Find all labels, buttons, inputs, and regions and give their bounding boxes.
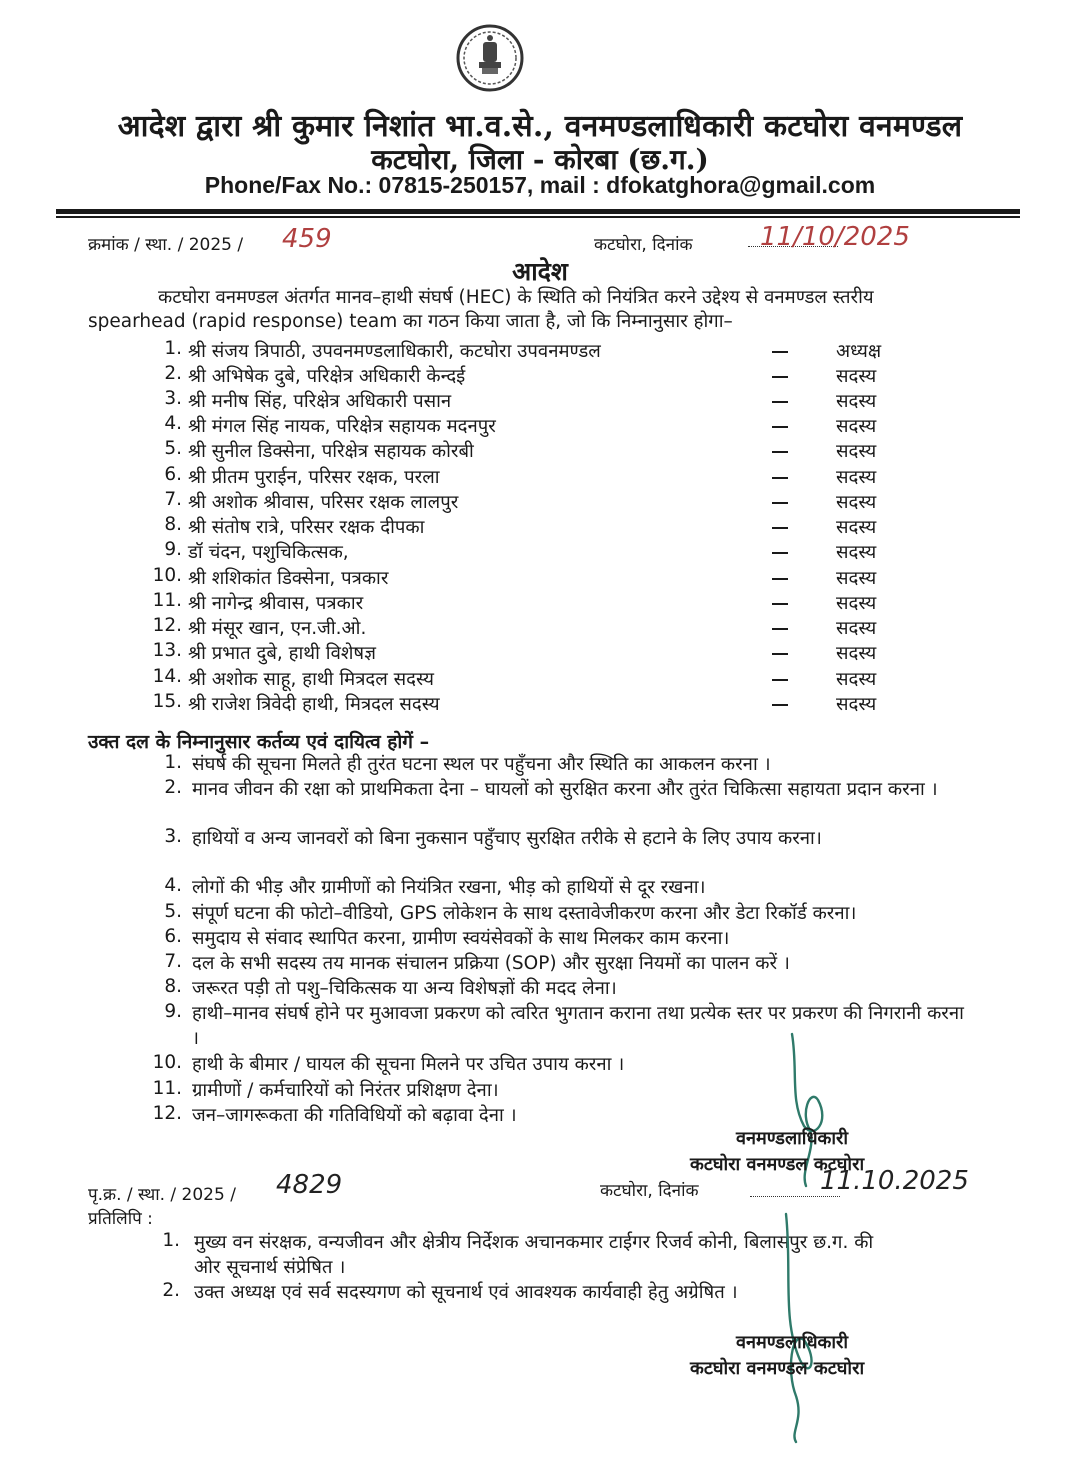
dash bbox=[772, 426, 788, 428]
dash bbox=[772, 628, 788, 630]
dash bbox=[772, 451, 788, 453]
member-name: श्री नागेन्द्र श्रीवास, पत्रकार bbox=[188, 593, 364, 614]
order-ref-number: 459 bbox=[282, 224, 332, 254]
dash bbox=[772, 376, 788, 378]
header-address-line: कटघोरा, जिला - कोरबा (छ.ग.) bbox=[371, 143, 709, 176]
duty-text: हाथी–मानव संघर्ष होने पर मुआवजा प्रकरण को त्वरित भुगतान कराना तथा प्रत्येक स्तर पर प्रकरण की निगरानी करना । bbox=[192, 1003, 964, 1049]
member-role: सदस्य bbox=[836, 643, 877, 664]
member-name: श्री अशोक श्रीवास, परिसर रक्षक लालपुर bbox=[188, 492, 459, 513]
member-name: श्री संतोष रात्रे, परिसर रक्षक दीपका bbox=[188, 517, 425, 538]
member-row bbox=[0, 590, 1080, 615]
signature1-place: कटघोरा वनमण्डल कटघोरा bbox=[690, 1154, 865, 1175]
member-name: श्री प्रभात दुबे, हाथी विशेषज्ञ bbox=[188, 643, 376, 664]
dash bbox=[772, 502, 788, 504]
copy-place-date-label: कटघोरा, दिनांक bbox=[600, 1181, 699, 1201]
member-number: 14. bbox=[152, 666, 182, 687]
member-number: 10. bbox=[152, 565, 182, 586]
signature1-title: वनमण्डलाधिकारी bbox=[736, 1128, 849, 1149]
member-name: श्री राजेश त्रिवेदी हाथी, मित्रदल सदस्य bbox=[188, 694, 440, 715]
state-emblem-icon bbox=[454, 20, 526, 104]
copy-text: मुख्य वन संरक्षक, वन्यजीवन और क्षेत्रीय निर्देशक अचानकमार टाईगर रिजर्व कोनी, बिलासपुर छ.ग. की ओर सूचनार्थ संप्रेषित । bbox=[194, 1232, 874, 1278]
member-row bbox=[0, 464, 1080, 489]
copy-date: 11.10.2025 bbox=[820, 1166, 969, 1196]
member-role: सदस्य bbox=[836, 441, 877, 462]
signature-scribble-2 bbox=[760, 1210, 840, 1445]
duty-text: समुदाय से संवाद स्थापित करना, ग्रामीण स्वयंसेवकों के साथ मिलकर काम करना। bbox=[192, 928, 730, 949]
member-row bbox=[0, 691, 1080, 716]
member-name: डॉ चंदन, पशुचिकित्सक, bbox=[188, 542, 349, 563]
member-row bbox=[0, 539, 1080, 564]
duty-number: 5. bbox=[164, 901, 182, 922]
member-number: 6. bbox=[164, 464, 182, 485]
member-name: श्री मनीष सिंह, परिक्षेत्र अधिकारी पसान bbox=[188, 391, 452, 412]
duty-text: लोगों की भीड़ और ग्रामीणों को नियंत्रित रखना, भीड़ को हाथियों से दूर रखना। bbox=[192, 877, 706, 898]
member-number: 2. bbox=[164, 363, 182, 384]
member-row bbox=[0, 666, 1080, 691]
member-name: श्री मंसूर खान, एन.जी.ओ. bbox=[188, 618, 367, 639]
member-role: सदस्य bbox=[836, 416, 877, 437]
member-number: 13. bbox=[152, 640, 182, 661]
order-ref-label: क्रमांक / स्था. / 2025 / bbox=[88, 235, 244, 255]
duty-number: 9. bbox=[164, 1001, 182, 1022]
member-row bbox=[0, 489, 1080, 514]
member-name: श्री शशिकांत डिक्सेना, पत्रकार bbox=[188, 568, 389, 589]
copy-heading: प्रतिलिपि : bbox=[88, 1209, 153, 1229]
dash bbox=[772, 653, 788, 655]
signature2-title: वनमण्डलाधिकारी bbox=[736, 1332, 849, 1353]
member-role: सदस्य bbox=[836, 568, 877, 589]
date-dotted-line-2 bbox=[750, 1196, 840, 1197]
member-row bbox=[0, 565, 1080, 590]
duty-number: 6. bbox=[164, 926, 182, 947]
member-number: 7. bbox=[164, 489, 182, 510]
member-role: सदस्य bbox=[836, 618, 877, 639]
member-role: सदस्य bbox=[836, 391, 877, 412]
dash bbox=[772, 527, 788, 529]
duty-text: ग्रामीणों / कर्मचारियों को निरंतर प्रशिक्षण देना। bbox=[192, 1080, 499, 1101]
order-intro: कटघोरा वनमण्डल अंतर्गत मानव–हाथी संघर्ष (HEC) के स्थिति को नियंत्रित करने उद्देश्य से वनमण्डल स्तरीय spearhead (rapid response) team का गठन किया जाता है, जो कि निम्नानुसार होगा– bbox=[88, 287, 874, 332]
copy-number: 1. bbox=[162, 1230, 180, 1251]
duty-number: 1. bbox=[164, 752, 182, 773]
member-role: सदस्य bbox=[836, 517, 877, 538]
dash bbox=[772, 351, 788, 353]
member-role: सदस्य bbox=[836, 593, 877, 614]
member-row bbox=[0, 363, 1080, 388]
duty-number: 11. bbox=[152, 1078, 182, 1099]
duty-number: 7. bbox=[164, 951, 182, 972]
duty-number: 10. bbox=[152, 1052, 182, 1073]
member-name: श्री सुनील डिक्सेना, परिक्षेत्र सहायक कोरबी bbox=[188, 441, 474, 462]
member-role: सदस्य bbox=[836, 492, 877, 513]
header-contact-line: Phone/Fax No.: 07815-250157, mail : dfokatghora@gmail.com bbox=[204, 172, 876, 198]
member-role: सदस्य bbox=[836, 366, 877, 387]
member-role: सदस्य bbox=[836, 669, 877, 690]
duty-text: संघर्ष की सूचना मिलते ही तुरंत घटना स्थल पर पहुँचना और स्थिति का आकलन करना । bbox=[192, 754, 771, 775]
duty-text: जरूरत पड़ी तो पशु–चिकित्सक या अन्य विशेषज्ञों की मदद लेना। bbox=[192, 978, 617, 999]
order-title: आदेश bbox=[512, 257, 568, 286]
copy-ref-number: 4829 bbox=[276, 1170, 343, 1200]
duties-heading: उक्त दल के निम्नानुसार कर्तव्य एवं दायित्व होगें – bbox=[88, 731, 430, 753]
member-role: सदस्य bbox=[836, 694, 877, 715]
member-number: 5. bbox=[164, 438, 182, 459]
duty-number: 12. bbox=[152, 1103, 182, 1124]
duty-number: 8. bbox=[164, 976, 182, 997]
duty-text: हाथियों व अन्य जानवरों को बिना नुकसान पहुँचाए सुरक्षित तरीके से हटाने के लिए उपाय करना। bbox=[192, 828, 822, 849]
signature2-place: कटघोरा वनमण्डल कटघोरा bbox=[690, 1358, 865, 1379]
member-row bbox=[0, 640, 1080, 665]
duty-text: दल के सभी सदस्य तय मानक संचालन प्रक्रिया (SOP) और सुरक्षा नियमों का पालन करें । bbox=[192, 953, 790, 974]
duty-number: 2. bbox=[164, 777, 182, 798]
dash bbox=[772, 552, 788, 554]
duty-number: 4. bbox=[164, 875, 182, 896]
member-name: श्री प्रीतम पुराईन, परिसर रक्षक, परला bbox=[188, 467, 440, 488]
member-row bbox=[0, 338, 1080, 363]
duty-text: जन–जागरूकता की गतिविधियों को बढ़ावा देना । bbox=[192, 1105, 517, 1126]
member-role: सदस्य bbox=[836, 467, 877, 488]
dash bbox=[772, 477, 788, 479]
member-row bbox=[0, 514, 1080, 539]
member-row bbox=[0, 615, 1080, 640]
copy-number: 2. bbox=[162, 1280, 180, 1301]
order-place-date-label: कटघोरा, दिनांक bbox=[594, 235, 693, 255]
copy-text: उक्त अध्यक्ष एवं सर्व सदस्यगण को सूचनार्थ एवं आवश्यक कार्यवाही हेतु अग्रेषित । bbox=[194, 1282, 738, 1303]
dash bbox=[772, 704, 788, 706]
member-number: 11. bbox=[152, 590, 182, 611]
header-divider-thick bbox=[56, 209, 1020, 214]
duty-text: मानव जीवन की रक्षा को प्राथमिकता देना – घायलों को सुरक्षित करना और तुरंत चिकित्सा सहायता प्रदान करना । bbox=[192, 779, 938, 800]
member-number: 9. bbox=[164, 539, 182, 560]
dash bbox=[772, 679, 788, 681]
member-name: श्री अशोक साहू, हाथी मित्रदल सदस्य bbox=[188, 669, 434, 690]
duty-text: संपूर्ण घटना की फोटो–वीडियो, GPS लोकेशन के साथ दस्तावेजीकरण करना और डेटा रिकॉर्ड करना। bbox=[192, 903, 857, 924]
dash bbox=[772, 578, 788, 580]
member-number: 8. bbox=[164, 514, 182, 535]
member-row bbox=[0, 413, 1080, 438]
copy-ref-label: पृ.क्र. / स्था. / 2025 / bbox=[88, 1185, 236, 1205]
member-number: 12. bbox=[152, 615, 182, 636]
dash bbox=[772, 603, 788, 605]
header-authority-line: आदेश द्वारा श्री कुमार निशांत भा.व.से., वनमण्डलाधिकारी कटघोरा वनमण्डल bbox=[117, 109, 963, 144]
member-number: 1. bbox=[164, 338, 182, 359]
duty-number: 3. bbox=[164, 826, 182, 847]
member-name: श्री मंगल सिंह नायक, परिक्षेत्र सहायक मदनपुर bbox=[188, 416, 496, 437]
dash bbox=[772, 401, 788, 403]
member-name: श्री अभिषेक दुबे, परिक्षेत्र अधिकारी केन्दई bbox=[188, 366, 466, 387]
duty-text: हाथी के बीमार / घायल की सूचना मिलने पर उचित उपाय करना । bbox=[192, 1054, 625, 1075]
member-row bbox=[0, 388, 1080, 413]
member-number: 3. bbox=[164, 388, 182, 409]
member-number: 4. bbox=[164, 413, 182, 434]
member-row bbox=[0, 438, 1080, 463]
member-name: श्री संजय त्रिपाठी, उपवनमण्डलाधिकारी, कटघोरा उपवनमण्डल bbox=[188, 341, 601, 362]
order-date: 11/10/2025 bbox=[760, 222, 910, 252]
header-divider-thin bbox=[56, 216, 1020, 218]
member-role: अध्यक्ष bbox=[836, 341, 882, 362]
member-role: सदस्य bbox=[836, 542, 877, 563]
member-number: 15. bbox=[152, 691, 182, 712]
